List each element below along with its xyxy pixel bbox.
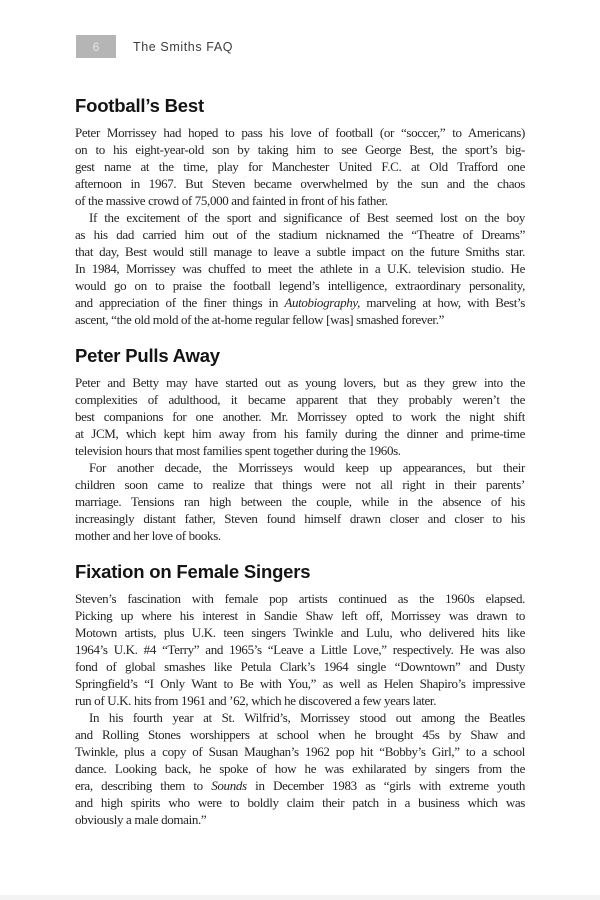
section (75, 96, 525, 328)
text-line: 1964’s U.K. #4 “Terry” and 1965’s “Leave a Little Love,” respectively. He was also (75, 642, 525, 657)
page-number: 6 (92, 39, 100, 54)
section (75, 562, 525, 828)
paragraph (75, 374, 525, 459)
text-line: Peter Morrissey had hoped to pass his love of football (or “soccer,” to Americans) (75, 125, 525, 140)
text-line: complexities of adulthood, it became apparent that they probably weren’t the (75, 392, 525, 407)
text-line: For another decade, the Morrisseys would keep up appearances, but their (89, 460, 525, 475)
paragraph (75, 590, 525, 709)
text-line: In 1984, Morrissey was chuffed to meet the athlete in a U.K. television studio. He (75, 261, 525, 276)
section-heading: Fixation on Female Singers (75, 561, 311, 582)
section-heading: Football’s Best (75, 95, 204, 116)
text-line: afternoon in 1967. But Steven became overwhelmed by the sun and the chaos (75, 176, 525, 191)
text-line: best companions for one another. Mr. Morrissey opted to work the night shift (75, 409, 525, 424)
text-line: would go on to praise the football legend’s intelligence, extraordinary personality, (75, 278, 525, 293)
paragraph (75, 459, 525, 544)
text-line: fond of global smashes like Petula Clark’s 1964 single “Downtown” and Dusty (75, 659, 525, 674)
text-line: as his dad carried him out of the stadium nicknamed the “Theatre of Dreams” (75, 227, 525, 242)
text-line: run of U.K. hits from 1961 and ’62, which he discovered a few years later. (75, 693, 437, 708)
paragraph (75, 124, 525, 209)
page-body (75, 0, 525, 828)
text-line: of the massive crowd of 75,000 and fainted in front of his father. (75, 193, 388, 208)
text-line: and Rolling Stones worshippers at school when he brought 45s by Shaw and (75, 727, 525, 742)
text-line: obviously a male domain.” (75, 812, 207, 827)
text-line: children soon came to realize that things were not all right in their parents’ (75, 477, 525, 492)
text-line: dance. Looking back, he spoke of how he was exhilarated by singers from the (75, 761, 525, 776)
text-line: gest name at the time, play for Manchester United F.C. at Old Trafford one (75, 159, 525, 174)
text-line: increasingly distant father, Steven found himself drawn closer and closer to his (75, 511, 525, 526)
text-line: If the excitement of the sport and significance of Best seemed lost on the boy (89, 210, 525, 225)
text-line: television hours that most families spent together during the 1960s. (75, 443, 401, 458)
text-line: marriage. Tensions ran high between the couple, while in the absence of his (75, 494, 525, 509)
text-line: Peter and Betty may have started out as young lovers, but as they grew into the (75, 375, 525, 390)
text-line: Motown artists, plus U.K. teen singers Twinkle and Lulu, who delivered hits like (75, 625, 525, 640)
text-line: era, describing them to Sounds in December 1983 as “girls with extreme youth (75, 778, 525, 793)
text-line: and high spirits who were to boldly claim their patch in a business which was (75, 795, 525, 810)
text-line: Steven’s fascination with female pop artists continued as the 1960s elapsed. (75, 591, 525, 606)
text-line: Picking up where his interest in Sandie Shaw left off, Morrissey was drawn to (75, 608, 525, 623)
section (75, 346, 525, 544)
text-line: and appreciation of the finer things in Autobiography, marveling at how, with Best’s (75, 295, 525, 310)
text-line: In his fourth year at St. Wilfrid’s, Morrissey stood out among the Beatles (89, 710, 525, 725)
text-line: ascent, “the old mold of the at-home regular fellow [was] smashed forever.” (75, 312, 445, 327)
text-line: on to his eight-year-old son by taking him to see George Best, the sport’s big- (75, 142, 525, 157)
text-line: mother and her love of books. (75, 528, 221, 543)
book-title: The Smiths FAQ (133, 39, 234, 54)
paragraph (75, 709, 525, 828)
section-heading: Peter Pulls Away (75, 345, 220, 366)
paragraph (75, 209, 525, 328)
text-line: that day, Best would still manage to leave a subtle impact on the future Smiths star. (75, 244, 525, 259)
text-line: Springfield’s “I Only Want to Be with You,” as well as Helen Shapiro’s impressive (75, 676, 525, 691)
page-bottom-edge (0, 895, 600, 900)
text-line: at JCM, which kept him away from his family during the dinner and prime-time (75, 426, 525, 441)
text-line: Twinkle, plus a copy of Susan Maughan’s 1962 pop hit “Bobby’s Girl,” to a school (75, 744, 525, 759)
